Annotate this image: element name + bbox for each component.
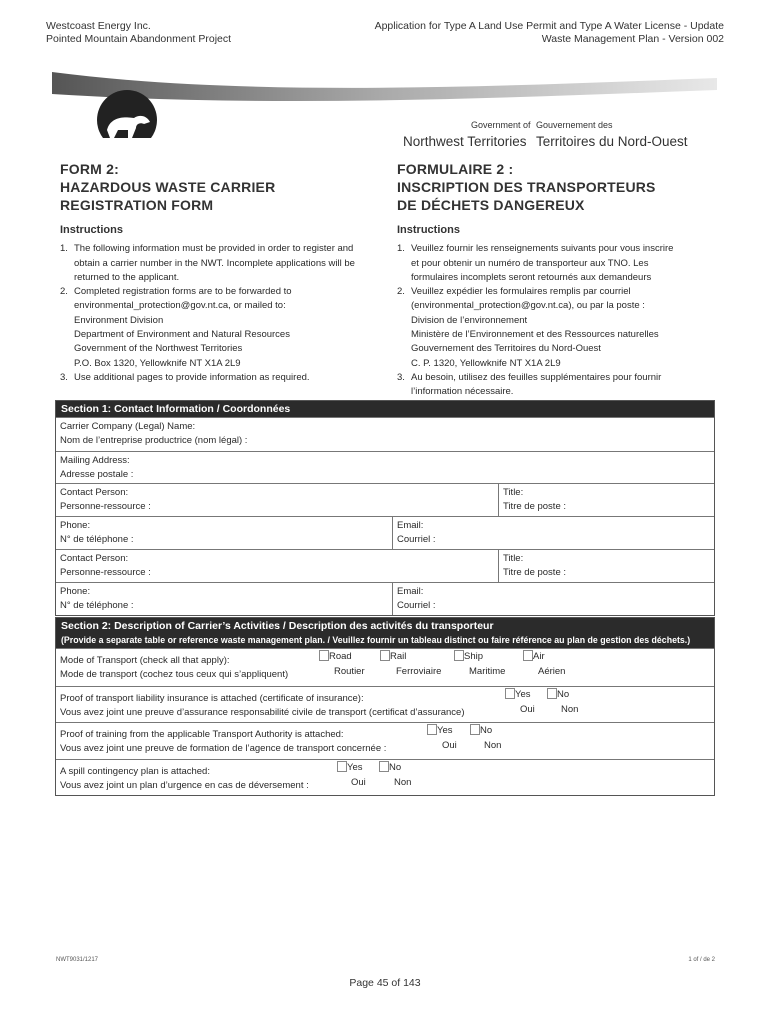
training-yes-option[interactable]: Yes	[427, 724, 453, 738]
spill-plan-block	[56, 759, 714, 795]
rail-label-fr: Ferroviaire	[396, 666, 442, 677]
gov-en-big: Northwest Territories	[403, 134, 527, 149]
phone-row-2	[56, 582, 714, 615]
training-label-fr: Vous avez joint une preuve de formation de l’agence de transport concernée :	[60, 743, 387, 754]
contact-row-2	[56, 549, 714, 582]
insurance-label-en: Proof of transport liability insurance is attached (certificate of insurance):	[60, 693, 364, 704]
training-oui-label: Oui	[442, 740, 457, 751]
contact-person-field-2[interactable]: Contact Person: Personne-ressource :	[60, 553, 151, 578]
rail-option[interactable]: Rail	[380, 650, 406, 664]
insurance-non-label: Non	[561, 704, 579, 715]
gov-fr-big: Territoires du Nord-Ouest	[536, 134, 688, 149]
email-field-1[interactable]: Email: Courriel :	[392, 517, 714, 549]
title-field-2[interactable]: Title: Titre de poste :	[498, 550, 714, 582]
contact-person-field-1[interactable]: Contact Person: Personne-ressource :	[60, 487, 151, 512]
form-code: NWT9031/1217	[56, 957, 99, 963]
company-name-field[interactable]: Carrier Company (Legal) Name: Nom de l’entreprise productrice (nom légal) :	[56, 417, 714, 451]
insurance-label-fr: Vous avez joint une preuve d’assurance responsabilité civile de transport (certificat d’assurance)	[60, 707, 465, 718]
ship-checkbox[interactable]	[454, 650, 464, 661]
training-yes-checkbox[interactable]	[427, 724, 437, 735]
form-page-of: 1 of / de 2	[688, 957, 715, 963]
french-column	[397, 160, 715, 400]
gov-logo	[403, 115, 688, 151]
training-block	[56, 722, 714, 759]
rail-checkbox[interactable]	[380, 650, 390, 661]
header-right	[375, 20, 724, 46]
section-1	[55, 400, 715, 616]
company-name: Westcoast Energy Inc.	[46, 20, 151, 32]
header-left	[46, 20, 231, 46]
instruction-3-fr: 3. Au besoin, utilisez des feuilles supplémentaires pour fournir l’information nécessaire.	[397, 371, 662, 398]
training-no-option[interactable]: No	[470, 724, 492, 738]
road-label-fr: Routier	[334, 666, 365, 677]
instruction-2-en: 2. Completed registration forms are to be forwarded to environmental_protection@gov.nt.ca, or mailed to: Environment Division Department of Environment and Natural Resources Government of the Northwest Territories P.O. Box 1320, Yellowknife NT X1A 2L9	[60, 286, 292, 369]
mode-label-en: Mode of Transport (check all that apply):	[60, 655, 230, 666]
insurance-yes-checkbox[interactable]	[505, 688, 515, 699]
training-no-checkbox[interactable]	[470, 724, 480, 735]
instructions-heading-en: Instructions	[60, 224, 123, 236]
mailing-address-field[interactable]: Mailing Address: Adresse postale :	[56, 451, 714, 483]
contact-row-1	[56, 483, 714, 516]
spill-no-option[interactable]: No	[379, 761, 401, 775]
training-label-en: Proof of training from the applicable Transport Authority is attached:	[60, 729, 344, 740]
mode-label-fr: Mode de transport (cochez tous ceux qui s’appliquent)	[60, 669, 289, 680]
phone-field-2[interactable]: Phone: N° de téléphone :	[60, 586, 134, 611]
training-non-label: Non	[484, 740, 502, 751]
project-name: Pointed Mountain Abandonment Project	[46, 33, 232, 45]
insurance-oui-label: Oui	[520, 704, 535, 715]
instructions-heading-fr: Instructions	[397, 224, 460, 236]
phone-field-1[interactable]: Phone: N° de téléphone :	[60, 520, 134, 545]
spill-non-label: Non	[394, 777, 412, 788]
english-column	[60, 160, 390, 385]
spill-label-en: A spill contingency plan is attached:	[60, 766, 210, 777]
insurance-no-checkbox[interactable]	[547, 688, 557, 699]
instruction-1-en: 1. The following information must be provided in order to register and obtain a carrier number in the NWT. Incomplete applications will be returned to the applicant.	[60, 243, 355, 283]
ship-label-fr: Maritime	[469, 666, 506, 677]
instruction-3-en: 3. Use additional pages to provide information as required.	[60, 371, 310, 383]
ship-option[interactable]: Ship	[454, 650, 483, 664]
page-number: Page 45 of 143	[349, 977, 421, 989]
transport-mode-block	[56, 648, 714, 686]
spill-yes-option[interactable]: Yes	[337, 761, 363, 775]
gov-fr-small: Gouvernement des	[536, 120, 613, 130]
phone-row-1	[56, 516, 714, 549]
air-option[interactable]: Air	[523, 650, 545, 664]
form-title-en: FORM 2: HAZARDOUS WASTE CARRIER REGISTRATION FORM	[60, 161, 276, 213]
insurance-yes-option[interactable]: Yes	[505, 688, 531, 702]
section-2-subheader: (Provide a separate table or reference waste management plan. / Veuillez fournir un tableau distinct ou faire référence au plan de gestion des déchets.)	[56, 634, 714, 648]
road-checkbox[interactable]	[319, 650, 329, 661]
title-field-1[interactable]: Title: Titre de poste :	[498, 484, 714, 516]
road-option[interactable]: Road	[319, 650, 352, 664]
form-title-fr: FORMULAIRE 2 : INSCRIPTION DES TRANSPORTEURS DE DÉCHETS DANGEREUX	[397, 161, 656, 213]
section-2	[55, 617, 715, 796]
section-1-header: Section 1: Contact Information / Coordonnées	[56, 401, 714, 417]
air-label-fr: Aérien	[538, 666, 566, 677]
email-field-2[interactable]: Email: Courriel :	[392, 583, 714, 615]
section-2-header: Section 2: Description of Carrier’s Activities / Description des activités du transporteur	[56, 618, 714, 634]
doc-title: Application for Type A Land Use Permit and Type A Water License - Update	[374, 20, 724, 32]
air-checkbox[interactable]	[523, 650, 533, 661]
instruction-1-fr: 1. Veuillez fournir les renseignements suivants pour vous inscrire et pour obtenir un numéro de transporteur aux TNO. Les formulaires incomplets seront retournés aux demandeurs	[397, 243, 674, 283]
doc-version: Waste Management Plan - Version 002	[541, 33, 724, 45]
gov-en-small: Government of	[471, 120, 531, 130]
spill-yes-checkbox[interactable]	[337, 761, 347, 772]
insurance-block	[56, 686, 714, 722]
spill-no-checkbox[interactable]	[379, 761, 389, 772]
insurance-no-option[interactable]: No	[547, 688, 569, 702]
instruction-2-fr: 2. Veuillez expédier les formulaires remplis par courriel (environmental_protection@gov.nt.ca), ou par la poste : Division de l’environnement Ministère de l’Environnement et des Ressources naturelles Gouvernement des Territoires du Nord-Ouest C. P. 1320, Yellowknife NT X1A 2L9	[397, 286, 659, 369]
spill-oui-label: Oui	[351, 777, 366, 788]
spill-label-fr: Vous avez joint un plan d’urgence en cas de déversement :	[60, 780, 309, 791]
